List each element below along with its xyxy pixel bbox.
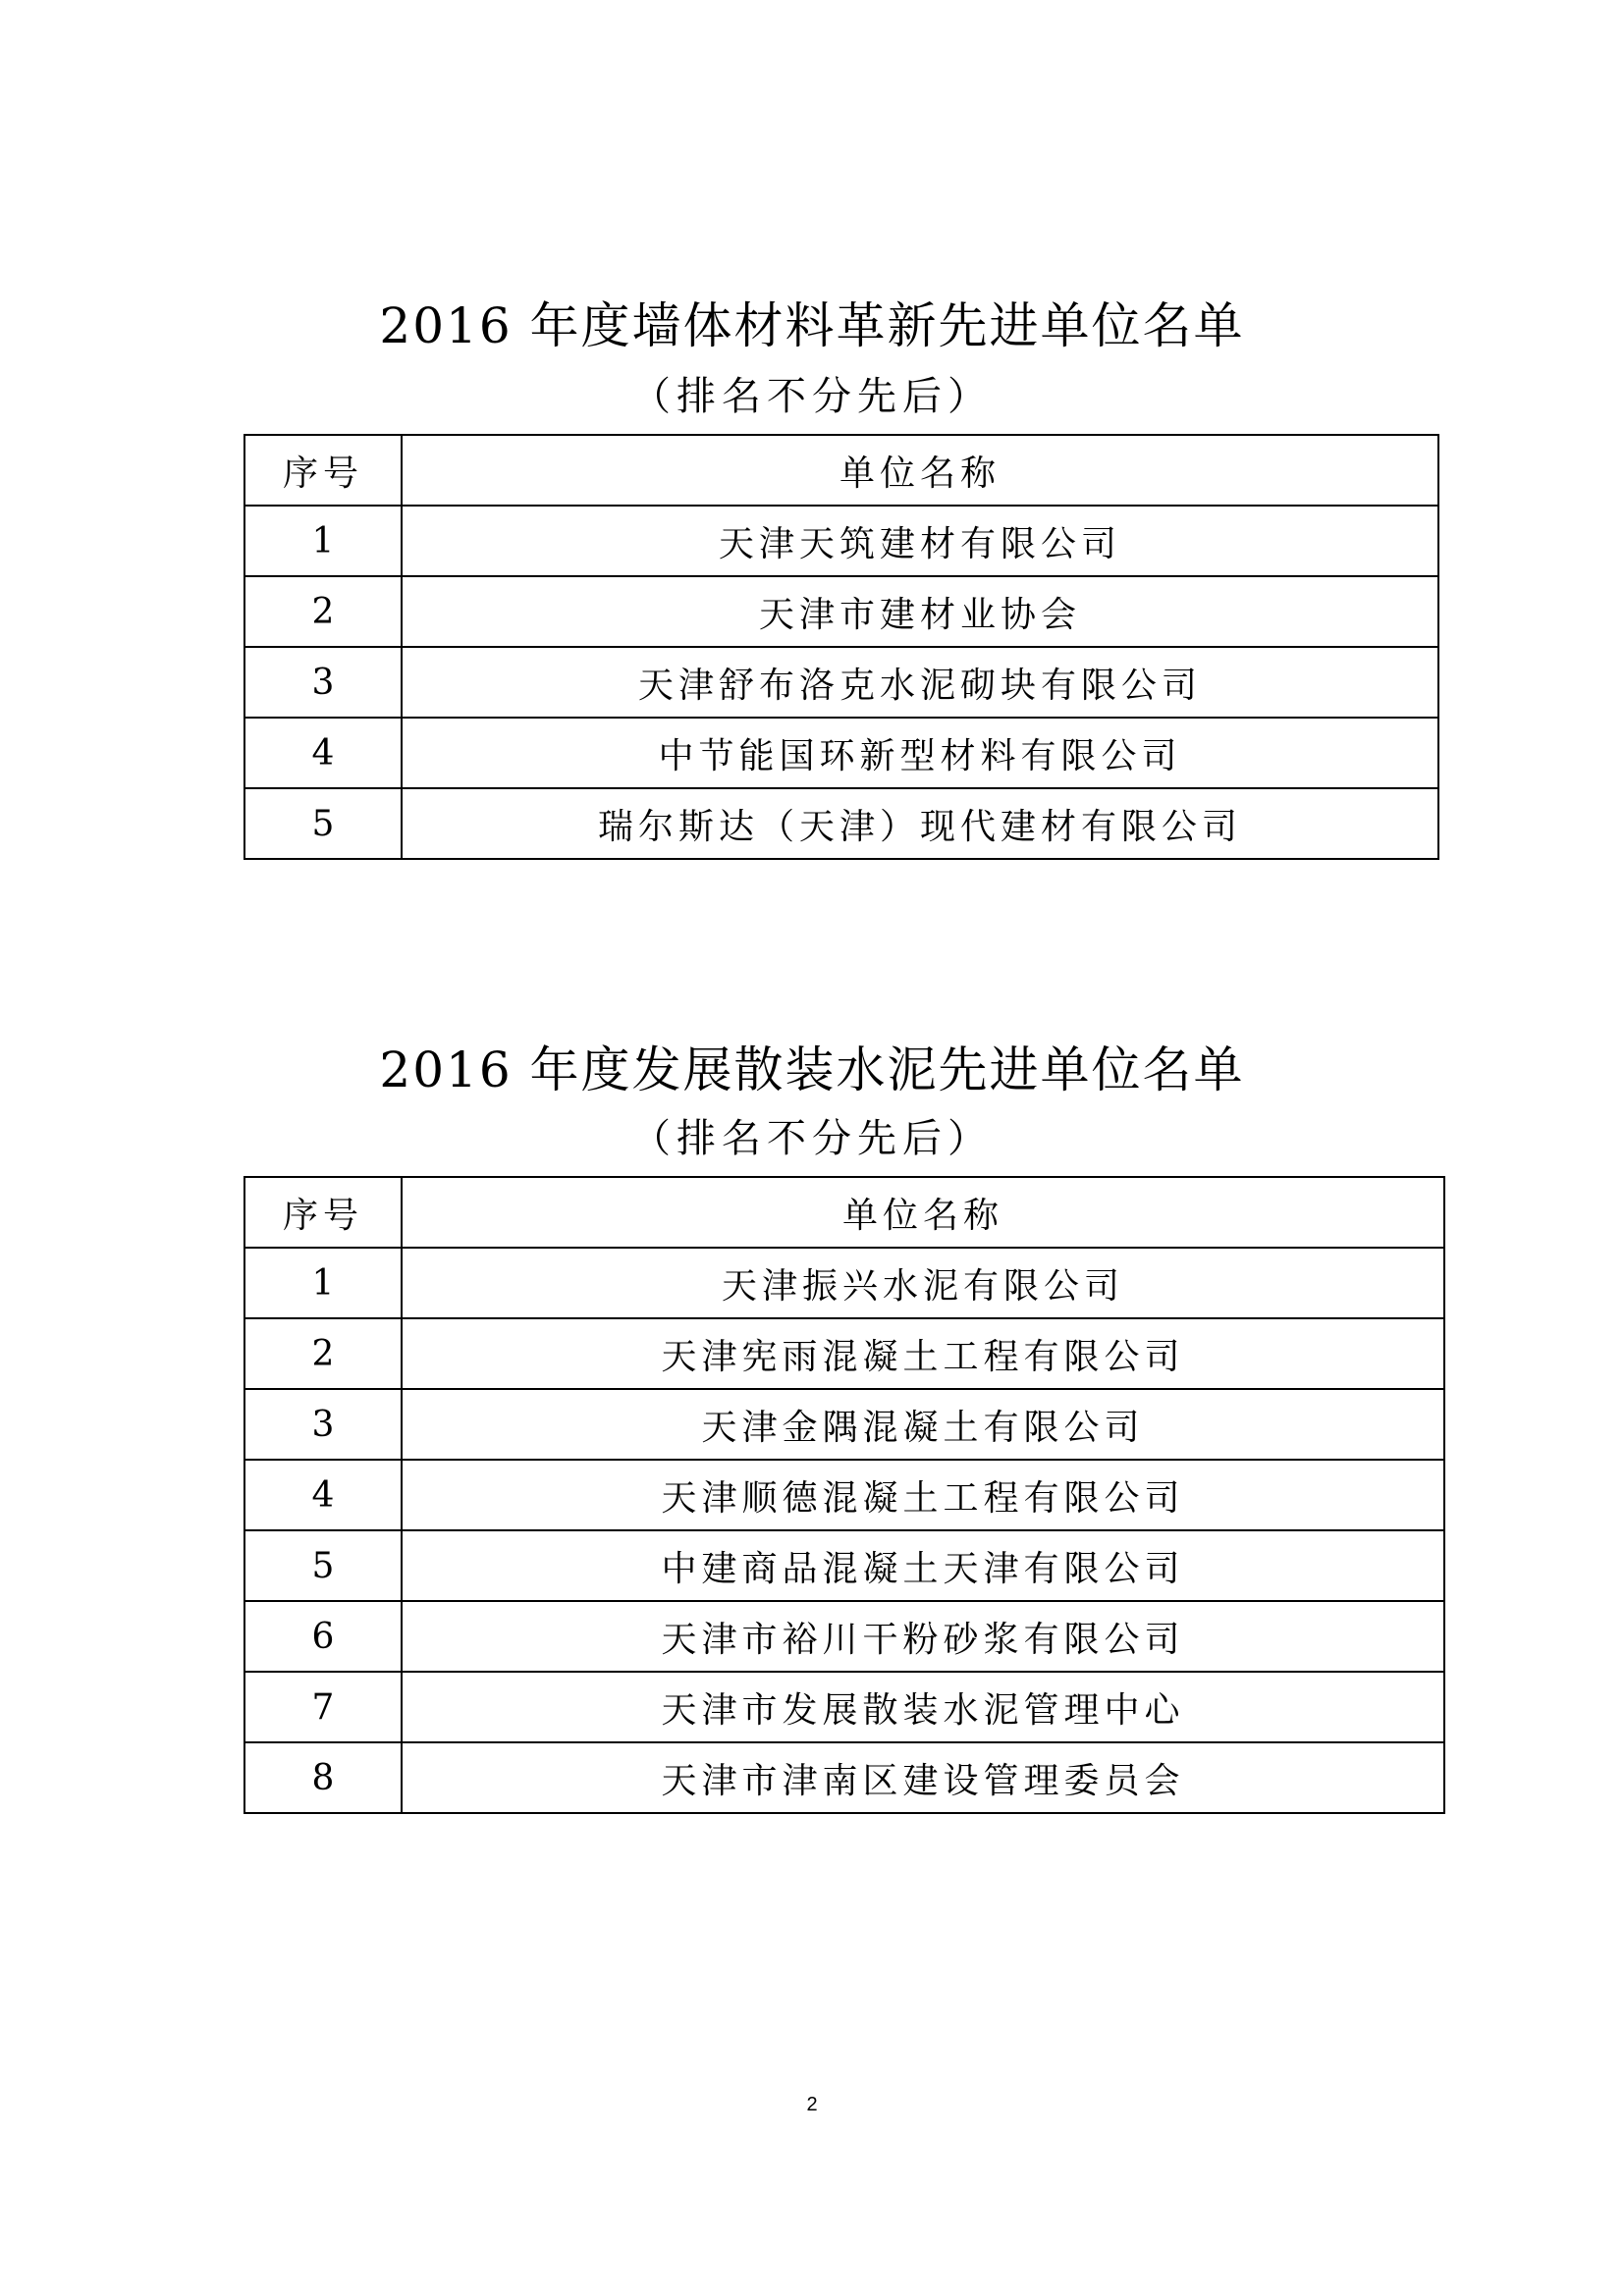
table-header-row (244, 1177, 1444, 1248)
table-row (244, 1460, 1444, 1530)
section-title: 2016 年度墙体材料革新先进单位名单 (379, 297, 1245, 354)
row-unit-name: 天津天筑建材有限公司 (402, 506, 1438, 576)
table-row (244, 1742, 1444, 1813)
table-row (244, 506, 1438, 576)
row-unit-name: 天津市发展散装水泥管理中心 (402, 1672, 1444, 1742)
unit-list-table (244, 1176, 1445, 1814)
row-index: 8 (244, 1742, 402, 1813)
row-index: 2 (244, 576, 402, 647)
row-unit-name: 天津市津南区建设管理委员会 (402, 1742, 1444, 1813)
row-index: 1 (244, 1248, 402, 1318)
row-index: 2 (244, 1318, 402, 1389)
row-unit-name: 天津舒布洛克水泥砌块有限公司 (402, 647, 1438, 718)
table-row (244, 576, 1438, 647)
column-header-index: 序号 (244, 435, 402, 506)
table-row (244, 1601, 1444, 1672)
table-row (244, 718, 1438, 788)
table-header-row (244, 435, 1438, 506)
row-index: 3 (244, 647, 402, 718)
table-row (244, 1530, 1444, 1601)
column-header-index: 序号 (244, 1177, 402, 1248)
page-number: 2 (806, 2094, 818, 2115)
table-row (244, 1318, 1444, 1389)
row-index: 3 (244, 1389, 402, 1460)
section-subtitle: （排名不分先后） (631, 374, 993, 419)
row-unit-name: 天津宪雨混凝土工程有限公司 (402, 1318, 1444, 1389)
section-title: 2016 年度发展散装水泥先进单位名单 (379, 1041, 1245, 1098)
table-row (244, 1248, 1444, 1318)
row-index: 1 (244, 506, 402, 576)
unit-list-table (244, 434, 1439, 860)
table-row (244, 1672, 1444, 1742)
table-row (244, 1389, 1444, 1460)
row-unit-name: 天津顺德混凝土工程有限公司 (402, 1460, 1444, 1530)
table-row (244, 647, 1438, 718)
row-unit-name: 天津金隅混凝土有限公司 (402, 1389, 1444, 1460)
row-index: 5 (244, 788, 402, 859)
row-unit-name: 中节能国环新型材料有限公司 (402, 718, 1438, 788)
row-unit-name: 天津市建材业协会 (402, 576, 1438, 647)
row-index: 4 (244, 718, 402, 788)
column-header-name: 单位名称 (402, 1177, 1444, 1248)
row-unit-name: 中建商品混凝土天津有限公司 (402, 1530, 1444, 1601)
row-index: 6 (244, 1601, 402, 1672)
row-unit-name: 天津振兴水泥有限公司 (402, 1248, 1444, 1318)
section-subtitle: （排名不分先后） (631, 1116, 993, 1161)
column-header-name: 单位名称 (402, 435, 1438, 506)
row-index: 7 (244, 1672, 402, 1742)
table-row (244, 788, 1438, 859)
row-index: 4 (244, 1460, 402, 1530)
row-unit-name: 瑞尔斯达（天津）现代建材有限公司 (402, 788, 1438, 859)
row-index: 5 (244, 1530, 402, 1601)
row-unit-name: 天津市裕川干粉砂浆有限公司 (402, 1601, 1444, 1672)
